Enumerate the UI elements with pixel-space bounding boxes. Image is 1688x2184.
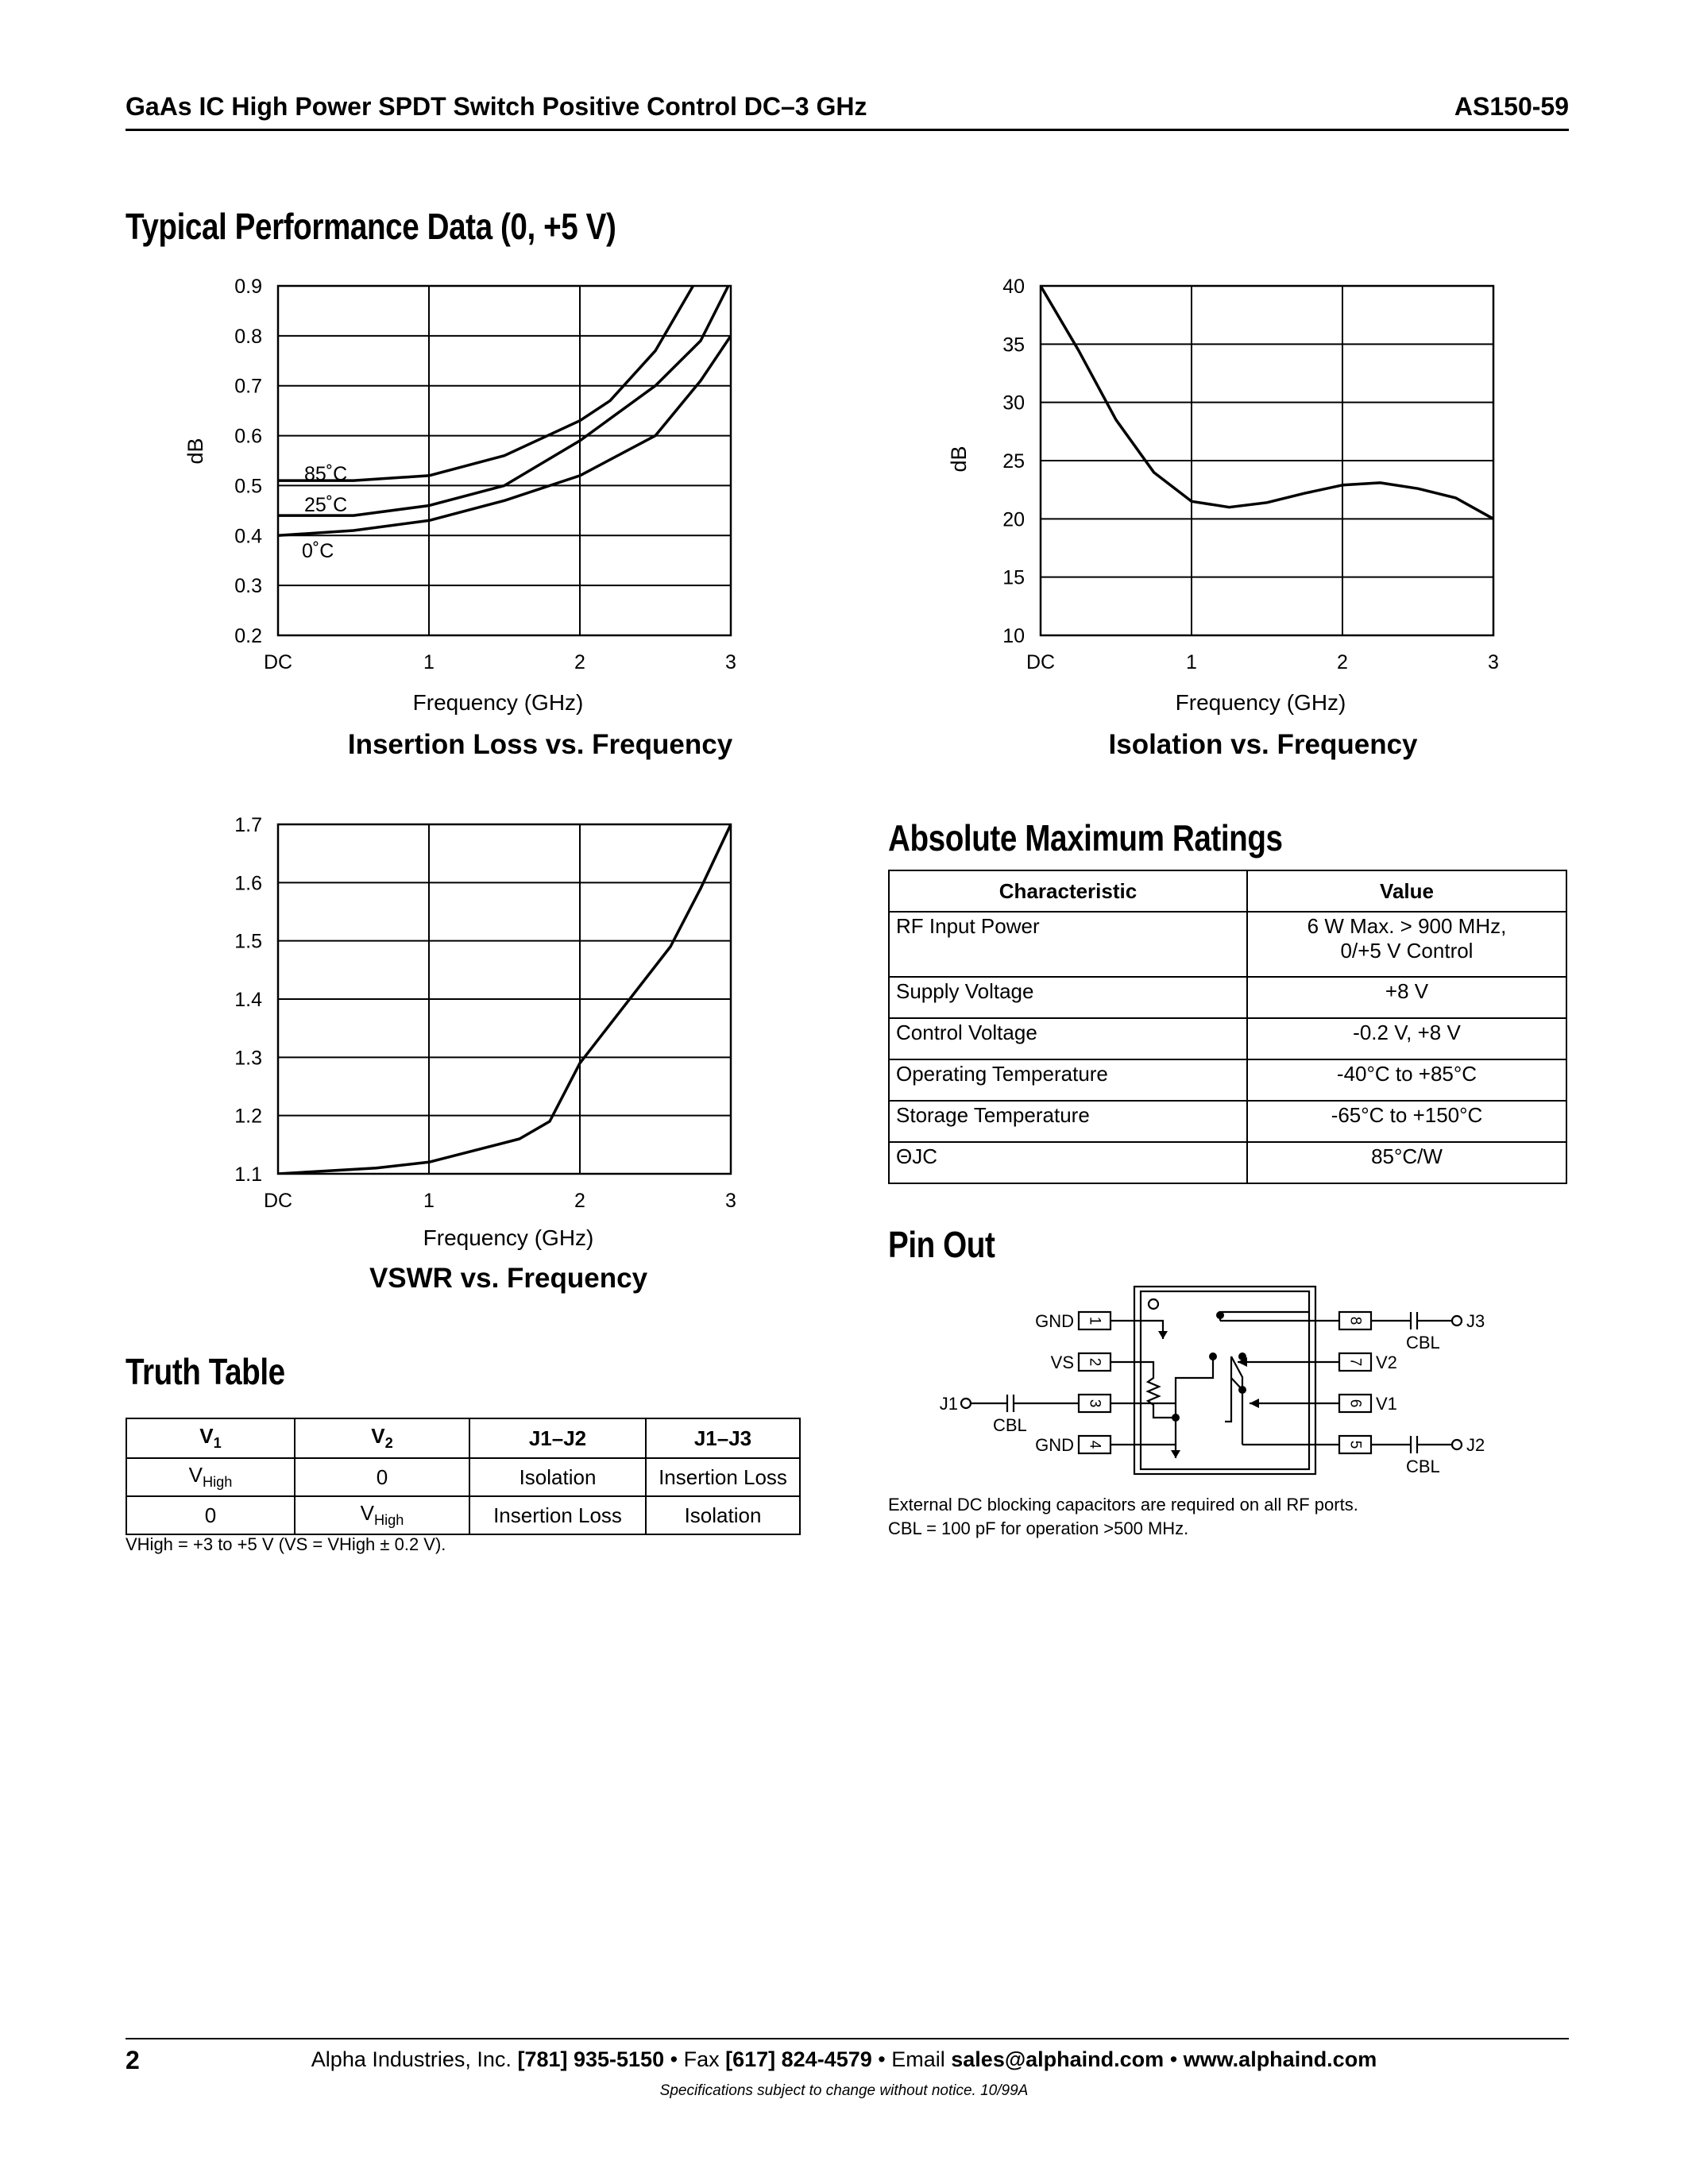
x-tick-label: DC — [263, 651, 293, 673]
y-tick-label: 0.2 — [234, 625, 262, 647]
pin-number: 6 — [1346, 1399, 1364, 1408]
column-header-characteristic: Characteristic — [889, 870, 1247, 912]
cell-value: 85°C/W — [1247, 1142, 1566, 1183]
cap-label: CBL — [993, 1415, 1027, 1435]
cell-characteristic: Storage Temperature — [889, 1101, 1247, 1142]
table-row — [889, 1142, 1566, 1183]
cell-characteristic: Operating Temperature — [889, 1059, 1247, 1101]
junction-dot — [1238, 1386, 1246, 1394]
pin-number: 7 — [1346, 1357, 1364, 1367]
cell-value: -0.2 V, +8 V — [1247, 1018, 1566, 1059]
pin-number: 2 — [1086, 1357, 1103, 1367]
series-label-0c: 0˚C — [302, 540, 334, 562]
y-tick-label: 35 — [1002, 334, 1025, 357]
y-tick-label: 0.9 — [234, 276, 262, 298]
x-axis-label: Frequency (GHz) — [423, 1225, 594, 1250]
y-tick-label: 25 — [1002, 450, 1025, 473]
y-tick-label: 1.3 — [234, 1047, 262, 1070]
cell-characteristic: ΘJC — [889, 1142, 1247, 1183]
y-tick-label: 10 — [1002, 625, 1025, 647]
y-tick-label: 1.4 — [234, 989, 262, 1011]
fax-number: [617] 824-4579 — [725, 2047, 872, 2071]
column-header-j1j2 — [469, 1418, 646, 1458]
cell-characteristic: Supply Voltage — [889, 977, 1247, 1018]
page-number: 2 — [126, 2046, 140, 2074]
x-tick-label: 2 — [574, 651, 585, 673]
pin-label-j2: J2 — [1466, 1435, 1485, 1455]
x-tick-label: DC — [263, 1190, 293, 1212]
pin-label-j1: J1 — [939, 1394, 958, 1414]
y-tick-label: 0.6 — [234, 425, 262, 448]
cell-v1: 0 — [126, 1496, 295, 1534]
y-tick-label: 1.5 — [234, 930, 262, 953]
table-row — [889, 1018, 1566, 1059]
package-inner-outline — [1141, 1291, 1309, 1469]
x-tick-label: DC — [1026, 651, 1056, 673]
phone-number: [781] 935-5150 — [517, 2047, 665, 2071]
x-tick-labels — [264, 651, 736, 673]
y-axis-label: dB — [183, 438, 207, 465]
x-tick-label: 1 — [1186, 651, 1197, 673]
y-tick-label: 1.6 — [234, 872, 262, 895]
y-tick-label: 1.7 — [234, 814, 262, 836]
website-link[interactable]: www.alphaind.com — [1183, 2047, 1377, 2071]
chart-grid — [1041, 286, 1493, 635]
x-tick-label: 3 — [1488, 651, 1499, 673]
header-divider — [126, 129, 1569, 131]
pin-number: 3 — [1086, 1399, 1103, 1408]
document-title: GaAs IC High Power SPDT Switch Positive Control DC–3 GHz — [126, 92, 867, 121]
cell-v2: $V_{High}$ — [295, 1496, 469, 1534]
j1j2-text: J1–J2 — [528, 1426, 587, 1450]
cell-value: +8 V — [1247, 977, 1566, 1018]
table-row — [889, 912, 1566, 977]
footer-divider — [126, 2038, 1569, 2039]
cell-value: 6 W Max. > 900 MHz, 0/+5 V Control — [1247, 912, 1566, 977]
pinout-diagram — [937, 1279, 1525, 1485]
table-row — [126, 1458, 800, 1496]
table-row — [126, 1496, 800, 1534]
cell-v1: $V_{High}$ — [126, 1458, 295, 1496]
truth-table-note: VHigh = +3 to +5 V (VS = VHigh ± 0.2 V). — [126, 1534, 446, 1554]
pin-number: 4 — [1086, 1440, 1103, 1449]
ground-arrow — [1171, 1450, 1180, 1458]
column-header-value: Value — [1247, 870, 1566, 912]
y-tick-label: 30 — [1002, 392, 1025, 415]
series-label-25c: 25˚C — [304, 494, 348, 516]
x-tick-label: 3 — [725, 1190, 736, 1212]
truth-table-title: Truth Table — [126, 1351, 285, 1392]
y-tick-label: 1.2 — [234, 1105, 262, 1128]
cap-label: CBL — [1406, 1333, 1440, 1352]
column-header-v1: $V_1$ — [126, 1418, 295, 1458]
x-tick-label: 1 — [423, 1190, 435, 1212]
cell-value: -40°C to +85°C — [1247, 1059, 1566, 1101]
y-tick-label: 0.4 — [234, 525, 262, 548]
x-tick-label: 1 — [423, 651, 435, 673]
part-number: AS150-59 — [1454, 92, 1569, 121]
pin-number: 1 — [1086, 1316, 1103, 1325]
chart-grid — [278, 824, 731, 1174]
ratings-table — [888, 870, 1567, 1184]
junction-dot — [1209, 1352, 1217, 1360]
cell-characteristic: Control Voltage — [889, 1018, 1247, 1059]
fax-label: Fax — [683, 2047, 720, 2071]
pinout-title: Pin Out — [888, 1224, 995, 1265]
cell-v2: 0 — [295, 1458, 469, 1496]
email-label: Email — [891, 2047, 945, 2071]
table-row — [889, 1059, 1566, 1101]
vswr-caption: VSWR vs. Frequency — [369, 1263, 648, 1294]
ratings-title: Absolute Maximum Ratings — [888, 817, 1283, 859]
pin-label-v1: V1 — [1376, 1394, 1397, 1414]
cell-j1j2: Isolation — [469, 1458, 646, 1496]
pin-label-gnd: GND — [1035, 1311, 1074, 1331]
pin-number: 5 — [1346, 1440, 1364, 1449]
y-tick-label: 20 — [1002, 508, 1025, 531]
cell-j1j2: Insertion Loss — [469, 1496, 646, 1534]
x-axis-label: Frequency (GHz) — [412, 690, 584, 715]
column-header-v2: $V_2$ — [295, 1418, 469, 1458]
series-label-85c: 85˚C — [304, 463, 348, 485]
footer-disclaimer: Specifications subject to change without notice. 10/99A — [659, 2082, 1029, 2099]
y-tick-label: 15 — [1002, 566, 1025, 589]
y-tick-labels — [234, 814, 262, 1186]
junction-dot — [1216, 1311, 1224, 1319]
y-tick-labels — [1002, 276, 1025, 647]
y-tick-label: 0.3 — [234, 575, 262, 598]
ground-arrow — [1158, 1331, 1168, 1339]
isolation-chart — [937, 270, 1525, 715]
y-tick-label: 1.1 — [234, 1163, 262, 1186]
y-tick-label: 40 — [1002, 276, 1025, 298]
j1j3-text: J1–J3 — [693, 1426, 752, 1450]
pin-label-v2: V2 — [1376, 1352, 1397, 1372]
footer-contact: Alpha Industries, Inc. [781] 935-5150 • Fax [617] 824-4579 • Email sales@alphaind.com • www.alphaind.com — [311, 2047, 1377, 2071]
pin1-indicator — [1149, 1299, 1158, 1309]
email-link[interactable]: sales@alphaind.com — [951, 2047, 1165, 2071]
pin-label-vs: VS — [1050, 1352, 1074, 1372]
pin-number: 8 — [1346, 1316, 1364, 1325]
cell-characteristic: RF Input Power — [889, 912, 1247, 977]
y-tick-labels — [234, 276, 262, 647]
company-name: Alpha Industries, Inc. — [311, 2047, 512, 2071]
table-row — [889, 977, 1566, 1018]
pin-label-j3: J3 — [1466, 1311, 1485, 1331]
vswr-chart — [175, 806, 763, 1251]
y-tick-label: 0.5 — [234, 475, 262, 498]
x-axis-label: Frequency (GHz) — [1175, 690, 1346, 715]
x-tick-label: 3 — [725, 651, 736, 673]
series-line-0 — [278, 270, 724, 480]
truth-table — [126, 1418, 801, 1535]
pinout-note-1: External DC blocking capacitors are required on all RF ports. — [888, 1495, 1358, 1515]
insertion-loss-caption: Insertion Loss vs. Frequency — [347, 729, 733, 760]
cell-j1j3: Insertion Loss — [646, 1458, 800, 1496]
y-tick-label: 0.7 — [234, 375, 262, 398]
x-tick-label: 2 — [1337, 651, 1348, 673]
cell-value: -65°C to +150°C — [1247, 1101, 1566, 1142]
insertion-loss-chart — [175, 270, 763, 715]
x-tick-label: 2 — [574, 1190, 585, 1212]
control-arrow — [1250, 1399, 1259, 1408]
pinout-note-2: CBL = 100 pF for operation >500 MHz. — [888, 1518, 1189, 1538]
table-row — [889, 1101, 1566, 1142]
y-tick-label: 0.8 — [234, 325, 262, 348]
cell-j1j3: Isolation — [646, 1496, 800, 1534]
x-tick-labels — [1026, 651, 1499, 673]
isolation-caption: Isolation vs. Frequency — [1108, 729, 1418, 760]
performance-section-title: Typical Performance Data (0, +5 V) — [126, 206, 616, 247]
x-tick-labels — [264, 1190, 736, 1212]
package-outline — [1134, 1287, 1315, 1474]
junction-dot — [1172, 1414, 1180, 1422]
pin-label-gnd: GND — [1035, 1435, 1074, 1455]
y-axis-label: dB — [947, 446, 971, 473]
cap-label: CBL — [1406, 1457, 1440, 1476]
column-header-j1j3 — [646, 1418, 800, 1458]
